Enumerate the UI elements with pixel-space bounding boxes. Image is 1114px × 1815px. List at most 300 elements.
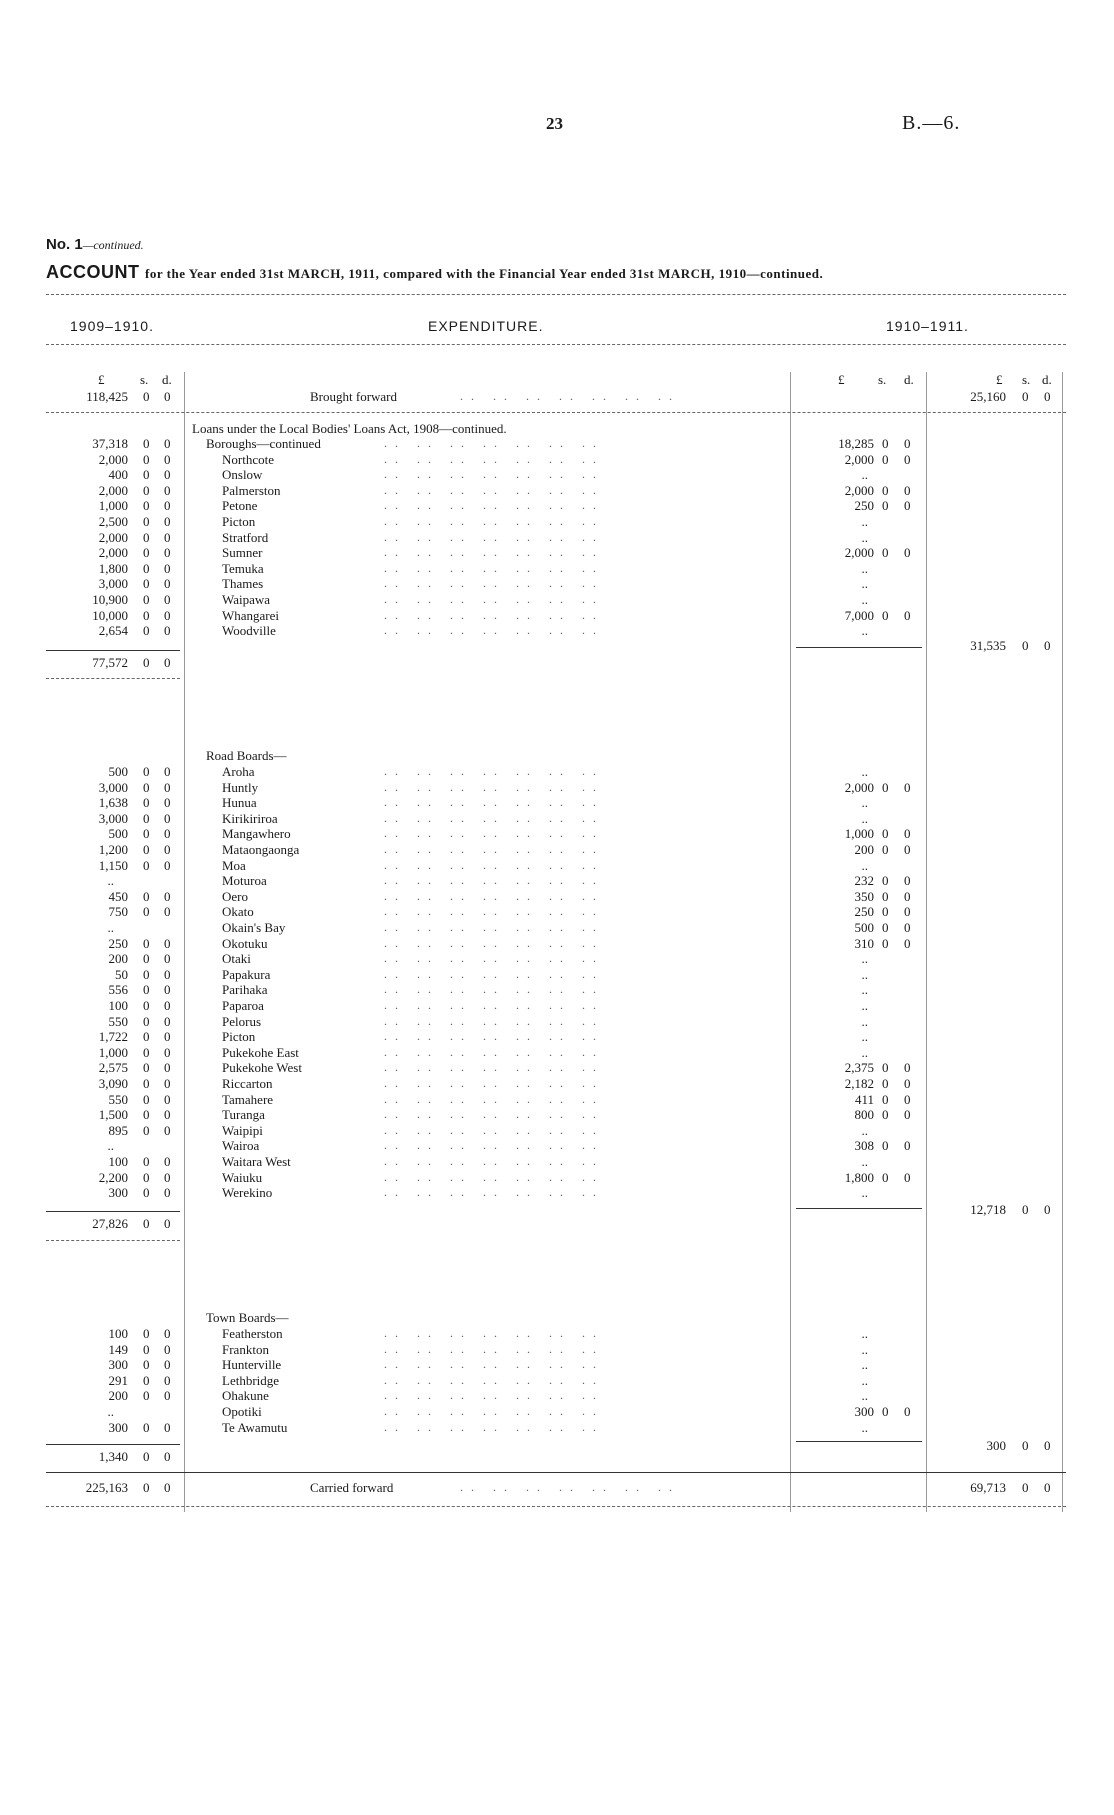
- row-leader: .. .. .. .. .. .. ..: [384, 1013, 604, 1028]
- row-name: Waipawa: [222, 592, 271, 607]
- row-left-d: 0: [164, 451, 171, 467]
- row-left-d: 0: [164, 560, 171, 576]
- row-left-d: 0: [164, 514, 171, 529]
- row-left-amount: 10,900: [92, 592, 128, 607]
- row-left-amount: 3,000: [98, 810, 128, 826]
- row-left-s: 0: [143, 560, 150, 576]
- row-left-s: 0: [143, 576, 150, 592]
- row-mid-amount: 2,000: [844, 451, 874, 467]
- row-mid-d: 0: [904, 888, 911, 904]
- row-name: Oero: [222, 888, 248, 904]
- row-mid-d: 0: [904, 1076, 911, 1091]
- row-mid-s: 0: [882, 451, 889, 467]
- row-leader: .. .. .. .. .. .. ..: [384, 1044, 604, 1059]
- row-name: Lethbridge: [222, 1372, 280, 1388]
- row-name: Otaki: [222, 951, 251, 967]
- row-left-d: 0: [164, 1326, 171, 1341]
- row-mid-amount: ..: [861, 529, 868, 545]
- row-mid-d: 0: [904, 545, 911, 561]
- road-boards-heading: Road Boards—: [206, 748, 287, 763]
- row-left-amount: 2,000: [98, 482, 128, 498]
- row-leader: .. .. .. .. .. .. ..: [384, 998, 604, 1012]
- row-left-amount: 1,000: [98, 498, 128, 514]
- row-name: Opotiki: [222, 1404, 262, 1419]
- row-mid-d: 0: [904, 1404, 911, 1419]
- row-left-amount: 300: [108, 1419, 128, 1435]
- row-left-d: 0: [164, 576, 171, 592]
- row-name: Werekino: [222, 1185, 273, 1201]
- boroughs-left-total: 77,572: [92, 655, 128, 670]
- row-leader: .. .. .. .. .. .. ..: [384, 1060, 604, 1075]
- row-left-amount: 1,500: [98, 1107, 128, 1123]
- mid-s-header: s.: [878, 372, 887, 387]
- row-mid-amount: 300: [854, 1404, 874, 1419]
- row-mid-amount: ..: [861, 1013, 868, 1029]
- row-left-amount: 1,150: [98, 857, 128, 873]
- outer-column-rule: [1062, 372, 1063, 1512]
- carried-forward-right-amount: 69,713: [970, 1480, 1006, 1495]
- row-name: Whangarei: [222, 607, 280, 623]
- row-left-d: 0: [164, 1076, 171, 1091]
- row-mid-s: 0: [882, 873, 889, 889]
- brought-forward-left-d: 0: [164, 389, 171, 404]
- road-boards-left-total-rule: [46, 1211, 180, 1212]
- row-left-amount: 400: [108, 467, 128, 483]
- account-subtitle: for the Year ended 31st MARCH, 1911, compared with the Financial Year ended 31st MARCH, 1910—continued.: [145, 266, 824, 281]
- row-name: Wairoa: [222, 1138, 260, 1154]
- row-left-s: 0: [143, 1326, 150, 1341]
- row-mid-s: 0: [882, 1138, 889, 1154]
- row-left-s: 0: [143, 607, 150, 623]
- row-left-amount: 1,722: [98, 1029, 128, 1045]
- row-left-amount: 1,800: [98, 560, 128, 576]
- row-name: Paparoa: [222, 998, 264, 1013]
- road-boards-mid-total-rule: [796, 1208, 922, 1209]
- loans-heading: Loans under the Local Bodies' Loans Act, 1908—continued.: [192, 421, 507, 436]
- row-mid-amount: ..: [861, 795, 868, 811]
- row-left-s: 0: [143, 1388, 150, 1404]
- boroughs-left-total-s: 0: [143, 655, 150, 670]
- row-left-amount: 3,090: [98, 1076, 128, 1091]
- row-name: Waiuku: [222, 1169, 263, 1185]
- row-mid-s: 0: [882, 842, 889, 857]
- row-left-d: 0: [164, 1388, 171, 1404]
- row-left-d: 0: [164, 1154, 171, 1169]
- row-left-d: 0: [164, 857, 171, 873]
- row-left-d: 0: [164, 436, 171, 451]
- row-left-d: 0: [164, 607, 171, 623]
- row-left-amount: 100: [108, 1154, 128, 1169]
- row-mid-amount: 2,000: [844, 545, 874, 561]
- row-leader: .. .. .. .. .. .. ..: [384, 451, 604, 466]
- row-left-d: 0: [164, 529, 171, 545]
- row-leader: .. .. .. .. .. .. ..: [384, 810, 604, 825]
- left-year-heading: 1909–1910.: [70, 318, 154, 334]
- row-left-amount: 2,200: [98, 1169, 128, 1185]
- row-leader: .. .. .. .. .. .. ..: [384, 779, 604, 794]
- row-left-amount: 2,000: [98, 529, 128, 545]
- row-left-amount: 250: [108, 935, 128, 951]
- row-mid-amount: ..: [861, 1326, 868, 1341]
- town-boards-left-total-s: 0: [143, 1449, 150, 1464]
- carried-forward-right-s: 0: [1022, 1480, 1029, 1495]
- boroughs-left-total-underline: [46, 678, 180, 679]
- row-left-s: 0: [143, 514, 150, 529]
- row-left-amount: ..: [107, 1138, 114, 1154]
- row-left-amount: 1,638: [98, 795, 128, 811]
- town-boards-mid-total-rule: [796, 1441, 922, 1442]
- row-leader: .. .. .. .. .. .. ..: [384, 873, 604, 888]
- row-left-amount: 3,000: [98, 779, 128, 795]
- row-name: Papakura: [222, 966, 271, 982]
- row-mid-amount: ..: [861, 1029, 868, 1045]
- row-name: Turanga: [222, 1107, 265, 1123]
- row-mid-s: 0: [882, 1404, 889, 1419]
- row-mid-d: 0: [904, 436, 911, 451]
- row-leader: .. .. .. .. .. .. ..: [384, 514, 604, 528]
- brought-forward-leader: .. .. .. .. .. .. ..: [460, 389, 680, 403]
- right-d-header: d.: [1042, 372, 1052, 387]
- row-leader: .. .. .. .. .. .. ..: [384, 1357, 604, 1372]
- row-left-amount: 50: [115, 966, 128, 982]
- row-leader: .. .. .. .. .. .. ..: [384, 935, 604, 950]
- row-left-d: 0: [164, 1122, 171, 1138]
- row-mid-amount: ..: [861, 576, 868, 592]
- row-left-s: 0: [143, 482, 150, 498]
- boroughs-right-total-s: 0: [1022, 638, 1029, 653]
- row-left-amount: 550: [108, 1013, 128, 1029]
- row-name: Picton: [222, 1029, 256, 1045]
- row-left-s: 0: [143, 842, 150, 857]
- row-left-s: 0: [143, 810, 150, 826]
- row-mid-amount: ..: [861, 1154, 868, 1169]
- row-leader: .. .. .. .. .. .. ..: [384, 436, 604, 450]
- row-left-d: 0: [164, 1107, 171, 1123]
- row-left-s: 0: [143, 1013, 150, 1029]
- row-left-amount: 149: [108, 1341, 128, 1357]
- row-leader: .. .. .. .. .. .. ..: [384, 576, 604, 591]
- row-leader: .. .. .. .. .. .. ..: [384, 904, 604, 919]
- row-left-d: 0: [164, 498, 171, 514]
- row-leader: .. .. .. .. .. .. ..: [384, 1122, 604, 1137]
- row-mid-amount: ..: [861, 623, 868, 639]
- row-name: Picton: [222, 514, 256, 529]
- row-leader: .. .. .. .. .. .. ..: [384, 1107, 604, 1122]
- row-name: Mangawhero: [222, 826, 291, 842]
- row-name: Hunua: [222, 795, 257, 811]
- row-name: Stratford: [222, 529, 269, 545]
- row-mid-amount: ..: [861, 982, 868, 998]
- row-left-amount: 750: [108, 904, 128, 920]
- row-left-amount: ..: [107, 873, 114, 889]
- row-name: Riccarton: [222, 1076, 273, 1091]
- row-mid-s: 0: [882, 1060, 889, 1076]
- row-name: Moturoa: [222, 873, 267, 889]
- brought-forward-right-s: 0: [1022, 389, 1029, 404]
- row-mid-d: 0: [904, 920, 911, 935]
- brought-forward-left-s: 0: [143, 389, 150, 404]
- brought-forward-label: Brought forward: [310, 389, 398, 404]
- row-leader: .. .. .. .. .. .. ..: [384, 951, 604, 966]
- right-s-header: s.: [1022, 372, 1031, 387]
- row-mid-amount: ..: [861, 1357, 868, 1373]
- row-name: Kirikiriroa: [222, 810, 278, 826]
- boroughs-left-total-d: 0: [164, 655, 171, 670]
- row-name: Onslow: [222, 467, 263, 483]
- row-leader: .. .. .. .. .. .. ..: [384, 920, 604, 934]
- brought-forward-right-d: 0: [1044, 389, 1051, 404]
- row-leader: .. .. .. .. .. .. ..: [384, 842, 604, 856]
- row-left-s: 0: [143, 1044, 150, 1060]
- row-left-d: 0: [164, 1044, 171, 1060]
- row-name: Sumner: [222, 545, 263, 561]
- row-left-s: 0: [143, 888, 150, 904]
- row-left-amount: 200: [108, 951, 128, 967]
- row-leader: .. .. .. .. .. .. ..: [384, 966, 604, 981]
- row-mid-amount: 18,285: [838, 436, 874, 451]
- row-leader: .. .. .. .. .. .. ..: [384, 1169, 604, 1184]
- boroughs-left-total-rule: [46, 650, 180, 651]
- row-left-amount: 37,318: [92, 436, 128, 451]
- row-mid-d: 0: [904, 607, 911, 623]
- row-mid-d: 0: [904, 451, 911, 467]
- row-mid-s: 0: [882, 545, 889, 561]
- mid-column-rule: [790, 372, 791, 1512]
- row-mid-amount: ..: [861, 514, 868, 529]
- row-left-s: 0: [143, 467, 150, 483]
- row-left-amount: ..: [107, 920, 114, 935]
- row-name: Okain's Bay: [222, 920, 286, 935]
- boroughs-right-total-d: 0: [1044, 638, 1051, 653]
- row-leader: .. .. .. .. .. .. ..: [384, 1138, 604, 1153]
- row-left-amount: 2,000: [98, 545, 128, 561]
- table-number-suffix: —continued.: [82, 238, 144, 252]
- row-name: Aroha: [222, 764, 255, 779]
- row-mid-s: 0: [882, 498, 889, 514]
- page-number: 23: [546, 114, 563, 133]
- carried-forward-right-d: 0: [1044, 1480, 1051, 1495]
- row-name: Featherston: [222, 1326, 283, 1341]
- row-mid-amount: ..: [861, 1122, 868, 1138]
- row-mid-amount: ..: [861, 560, 868, 576]
- row-mid-amount: 7,000: [844, 607, 874, 623]
- row-name: Ohakune: [222, 1388, 269, 1404]
- row-name: Pukekohe West: [222, 1060, 302, 1076]
- boroughs-mid-total-rule: [796, 647, 922, 648]
- row-left-amount: 550: [108, 1091, 128, 1107]
- row-mid-amount: ..: [861, 1372, 868, 1388]
- row-left-d: 0: [164, 935, 171, 951]
- row-mid-amount: 800: [854, 1107, 874, 1123]
- row-left-d: 0: [164, 795, 171, 811]
- document-reference: B.—6.: [902, 112, 961, 134]
- row-mid-s: 0: [882, 935, 889, 951]
- row-name: Waitara West: [222, 1154, 291, 1169]
- row-leader: .. .. .. .. .. .. ..: [384, 1341, 604, 1356]
- row-left-s: 0: [143, 1372, 150, 1388]
- row-mid-amount: 411: [854, 1091, 874, 1107]
- row-left-amount: 200: [108, 1388, 128, 1404]
- mid-d-header: d.: [904, 372, 914, 387]
- row-left-s: 0: [143, 826, 150, 842]
- row-name: Northcote: [222, 451, 274, 467]
- row-left-d: 0: [164, 623, 171, 639]
- expenditure-heading: EXPENDITURE.: [428, 318, 544, 334]
- row-mid-amount: 1,000: [844, 826, 874, 842]
- row-leader: .. .. .. .. .. .. ..: [384, 795, 604, 810]
- row-left-s: 0: [143, 857, 150, 873]
- row-leader: .. .. .. .. .. .. ..: [384, 1388, 604, 1403]
- row-left-s: 0: [143, 1122, 150, 1138]
- row-left-amount: 500: [108, 826, 128, 842]
- account-word: ACCOUNT: [46, 262, 140, 282]
- row-left-amount: 300: [108, 1357, 128, 1373]
- row-mid-d: 0: [904, 873, 911, 889]
- row-left-amount: 556: [108, 982, 128, 998]
- row-mid-amount: 232: [854, 873, 874, 889]
- row-left-d: 0: [164, 810, 171, 826]
- row-mid-amount: 2,375: [844, 1060, 874, 1076]
- row-left-s: 0: [143, 998, 150, 1013]
- row-leader: .. .. .. .. .. .. ..: [384, 888, 604, 903]
- row-left-s: 0: [143, 1419, 150, 1435]
- row-mid-s: 0: [882, 1076, 889, 1091]
- row-mid-s: 0: [882, 826, 889, 842]
- header-rule: [46, 294, 1066, 295]
- road-boards-right-total: 12,718: [970, 1202, 1006, 1217]
- row-left-amount: 2,000: [98, 451, 128, 467]
- row-leader: .. .. .. .. .. .. ..: [384, 1404, 604, 1418]
- row-mid-amount: ..: [861, 857, 868, 873]
- row-mid-amount: ..: [861, 998, 868, 1013]
- row-mid-d: 0: [904, 842, 911, 857]
- right-year-heading: 1910–1911.: [886, 318, 969, 334]
- row-leader: .. .. .. .. .. .. ..: [384, 607, 604, 622]
- row-mid-amount: 2,000: [844, 482, 874, 498]
- row-left-s: 0: [143, 623, 150, 639]
- bottom-rule: [46, 1506, 1066, 1507]
- row-name: Tamahere: [222, 1091, 274, 1107]
- row-leader: .. .. .. .. .. .. ..: [384, 826, 604, 841]
- row-left-d: 0: [164, 1029, 171, 1045]
- row-left-amount: 3,000: [98, 576, 128, 592]
- row-left-s: 0: [143, 1169, 150, 1185]
- row-name: Okato: [222, 904, 254, 920]
- row-mid-amount: 250: [854, 498, 874, 514]
- right-pound-header: £: [996, 372, 1003, 387]
- row-left-s: 0: [143, 529, 150, 545]
- brought-forward-right-amount: 25,160: [970, 389, 1006, 404]
- row-left-amount: ..: [107, 1404, 114, 1419]
- row-leader: .. .. .. .. .. .. ..: [384, 545, 604, 560]
- row-leader: .. .. .. .. .. .. ..: [384, 623, 604, 638]
- row-mid-d: 0: [904, 904, 911, 920]
- row-name: Parihaka: [222, 982, 268, 998]
- row-name: Te Awamutu: [222, 1419, 288, 1435]
- row-mid-s: 0: [882, 436, 889, 451]
- row-mid-amount: 500: [854, 920, 874, 935]
- row-left-d: 0: [164, 1372, 171, 1388]
- row-left-amount: 300: [108, 1185, 128, 1201]
- row-left-s: 0: [143, 1091, 150, 1107]
- row-left-s: 0: [143, 1060, 150, 1076]
- row-leader: .. .. .. .. .. .. ..: [384, 982, 604, 997]
- boroughs-heading: Boroughs—continued: [206, 436, 321, 451]
- row-leader: .. .. .. .. .. .. ..: [384, 857, 604, 872]
- table-number: [46, 236, 144, 253]
- row-leader: .. .. .. .. .. .. ..: [384, 1419, 604, 1434]
- row-mid-amount: ..: [861, 951, 868, 967]
- row-left-s: 0: [143, 764, 150, 779]
- row-left-s: 0: [143, 966, 150, 982]
- row-left-amount: 2,654: [98, 623, 128, 639]
- row-mid-d: 0: [904, 935, 911, 951]
- row-left-amount: 100: [108, 1326, 128, 1341]
- row-mid-d: 0: [904, 779, 911, 795]
- row-left-d: 0: [164, 888, 171, 904]
- row-left-d: 0: [164, 467, 171, 483]
- row-left-s: 0: [143, 436, 150, 451]
- row-name: Pelorus: [222, 1013, 261, 1029]
- road-boards-left-total-d: 0: [164, 1216, 171, 1231]
- row-left-d: 0: [164, 1013, 171, 1029]
- row-left-s: 0: [143, 1107, 150, 1123]
- row-left-s: 0: [143, 935, 150, 951]
- row-mid-amount: 350: [854, 888, 874, 904]
- row-name: Okotuku: [222, 935, 268, 951]
- row-left-d: 0: [164, 545, 171, 561]
- row-mid-s: 0: [882, 904, 889, 920]
- row-mid-d: 0: [904, 498, 911, 514]
- row-left-amount: 1,000: [98, 1044, 128, 1060]
- row-left-d: 0: [164, 951, 171, 967]
- row-left-d: 0: [164, 826, 171, 842]
- row-name: Frankton: [222, 1341, 269, 1357]
- boroughs-right-total: 31,535: [970, 638, 1006, 653]
- row-name: Mataongaonga: [222, 842, 300, 857]
- row-left-d: 0: [164, 998, 171, 1013]
- row-left-d: 0: [164, 1091, 171, 1107]
- row-left-d: 0: [164, 764, 171, 779]
- row-left-s: 0: [143, 1341, 150, 1357]
- table-number-label: No. 1: [46, 236, 83, 253]
- row-name: Thames: [222, 576, 264, 592]
- row-mid-d: 0: [904, 826, 911, 842]
- row-mid-amount: 250: [854, 904, 874, 920]
- row-left-amount: 450: [108, 888, 128, 904]
- left-column-rule: [184, 372, 185, 1512]
- row-left-s: 0: [143, 1076, 150, 1091]
- row-left-amount: 1,200: [98, 842, 128, 857]
- row-mid-amount: ..: [861, 1185, 868, 1201]
- row-left-d: 0: [164, 1169, 171, 1185]
- left-s-header: s.: [140, 372, 149, 387]
- row-mid-s: 0: [882, 1091, 889, 1107]
- row-name: Hunterville: [222, 1357, 282, 1373]
- row-left-d: 0: [164, 1357, 171, 1373]
- row-mid-amount: 308: [854, 1138, 874, 1154]
- carried-forward-leader: .. .. .. .. .. .. ..: [460, 1480, 680, 1494]
- road-boards-left-total-underline: [46, 1240, 180, 1241]
- town-boards-right-total-d: 0: [1044, 1438, 1051, 1453]
- row-mid-s: 0: [882, 779, 889, 795]
- brought-forward-rule: [46, 412, 1066, 413]
- row-left-d: 0: [164, 842, 171, 857]
- row-mid-amount: ..: [861, 592, 868, 607]
- row-mid-s: 0: [882, 482, 889, 498]
- carried-forward-top-rule: [46, 1472, 1066, 1473]
- row-left-d: 0: [164, 904, 171, 920]
